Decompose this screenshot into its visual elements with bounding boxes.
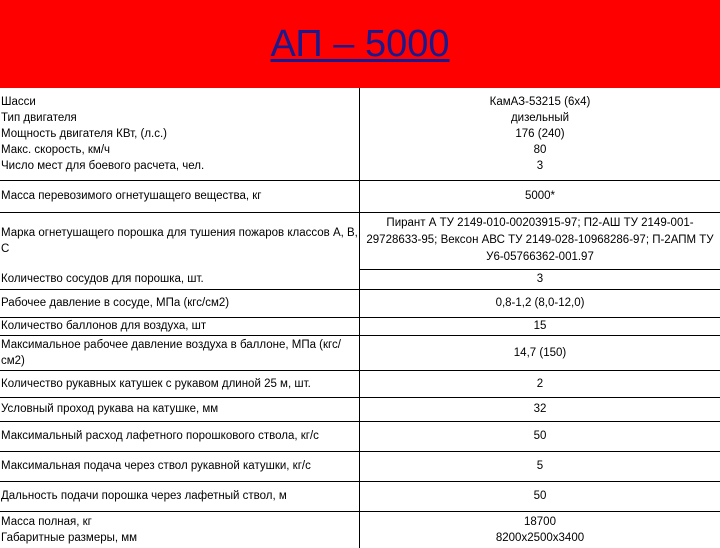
row-label: Максимальное рабочее давление воздуха в баллоне, МПа (кгс/см2) — [0, 335, 360, 370]
row-label: Количество баллонов для воздуха, шт — [0, 317, 360, 335]
table-row — [0, 511, 720, 548]
row-label: Масса полная, кг Габаритные размеры, мм — [0, 511, 360, 548]
row-value: 2 — [360, 370, 720, 397]
table-row — [0, 421, 720, 451]
table-row — [0, 317, 720, 335]
page-title: АП – 5000 — [0, 22, 720, 66]
table-row — [0, 451, 720, 481]
row-label: Шасси Тип двигателя Мощность двигателя КВт, (л.с.) Макс. скорость, км/ч Число мест для боевого расчета, чел. — [0, 88, 360, 180]
row-value: 32 — [360, 397, 720, 421]
table-row — [0, 269, 720, 289]
header-banner — [0, 0, 720, 88]
row-label: Максимальный расход лафетного порошкового ствола, кг/с — [0, 421, 360, 451]
table-row — [0, 180, 720, 212]
row-label: Максимальная подача через ствол рукавной катушки, кг/с — [0, 451, 360, 481]
table-row — [0, 212, 720, 269]
row-value: 18700 8200х2500х3400 — [360, 511, 720, 548]
row-label: Условный проход рукава на катушке, мм — [0, 397, 360, 421]
row-label: Количество сосудов для порошка, шт. — [0, 269, 360, 289]
row-label: Масса перевозимого огнетушащего вещества, кг — [0, 180, 360, 212]
spec-table — [0, 88, 720, 548]
row-value: 50 — [360, 481, 720, 511]
row-value: 15 — [360, 317, 720, 335]
row-value: 0,8-1,2 (8,0-12,0) — [360, 289, 720, 317]
row-value: 50 — [360, 421, 720, 451]
table-row — [0, 397, 720, 421]
table-row — [0, 335, 720, 370]
row-label: Рабочее давление в сосуде, МПа (кгс/см2) — [0, 289, 360, 317]
row-value: КамАЗ-53215 (6х4) дизельный 176 (240) 80 3 — [360, 88, 720, 180]
row-value: 3 — [360, 269, 720, 289]
row-label: Количество рукавных катушек с рукавом длиной 25 м, шт. — [0, 370, 360, 397]
table-row — [0, 481, 720, 511]
row-label: Дальность подачи порошка через лафетный ствол, м — [0, 481, 360, 511]
row-value: 14,7 (150) — [360, 335, 720, 370]
table-row — [0, 88, 720, 180]
table-row — [0, 370, 720, 397]
row-value: Пирант А ТУ 2149-010-00203915-97; П2-АШ ТУ 2149-001-29728633-95; Вексон АВС ТУ 2149-028-10968286-97; П-2АПМ ТУ У6-05766362-001.97 — [360, 212, 720, 269]
table-row — [0, 289, 720, 317]
row-label: Марка огнетушащего порошка для тушения пожаров классов А, В, С — [0, 212, 360, 269]
row-value: 5000* — [360, 180, 720, 212]
row-value: 5 — [360, 451, 720, 481]
